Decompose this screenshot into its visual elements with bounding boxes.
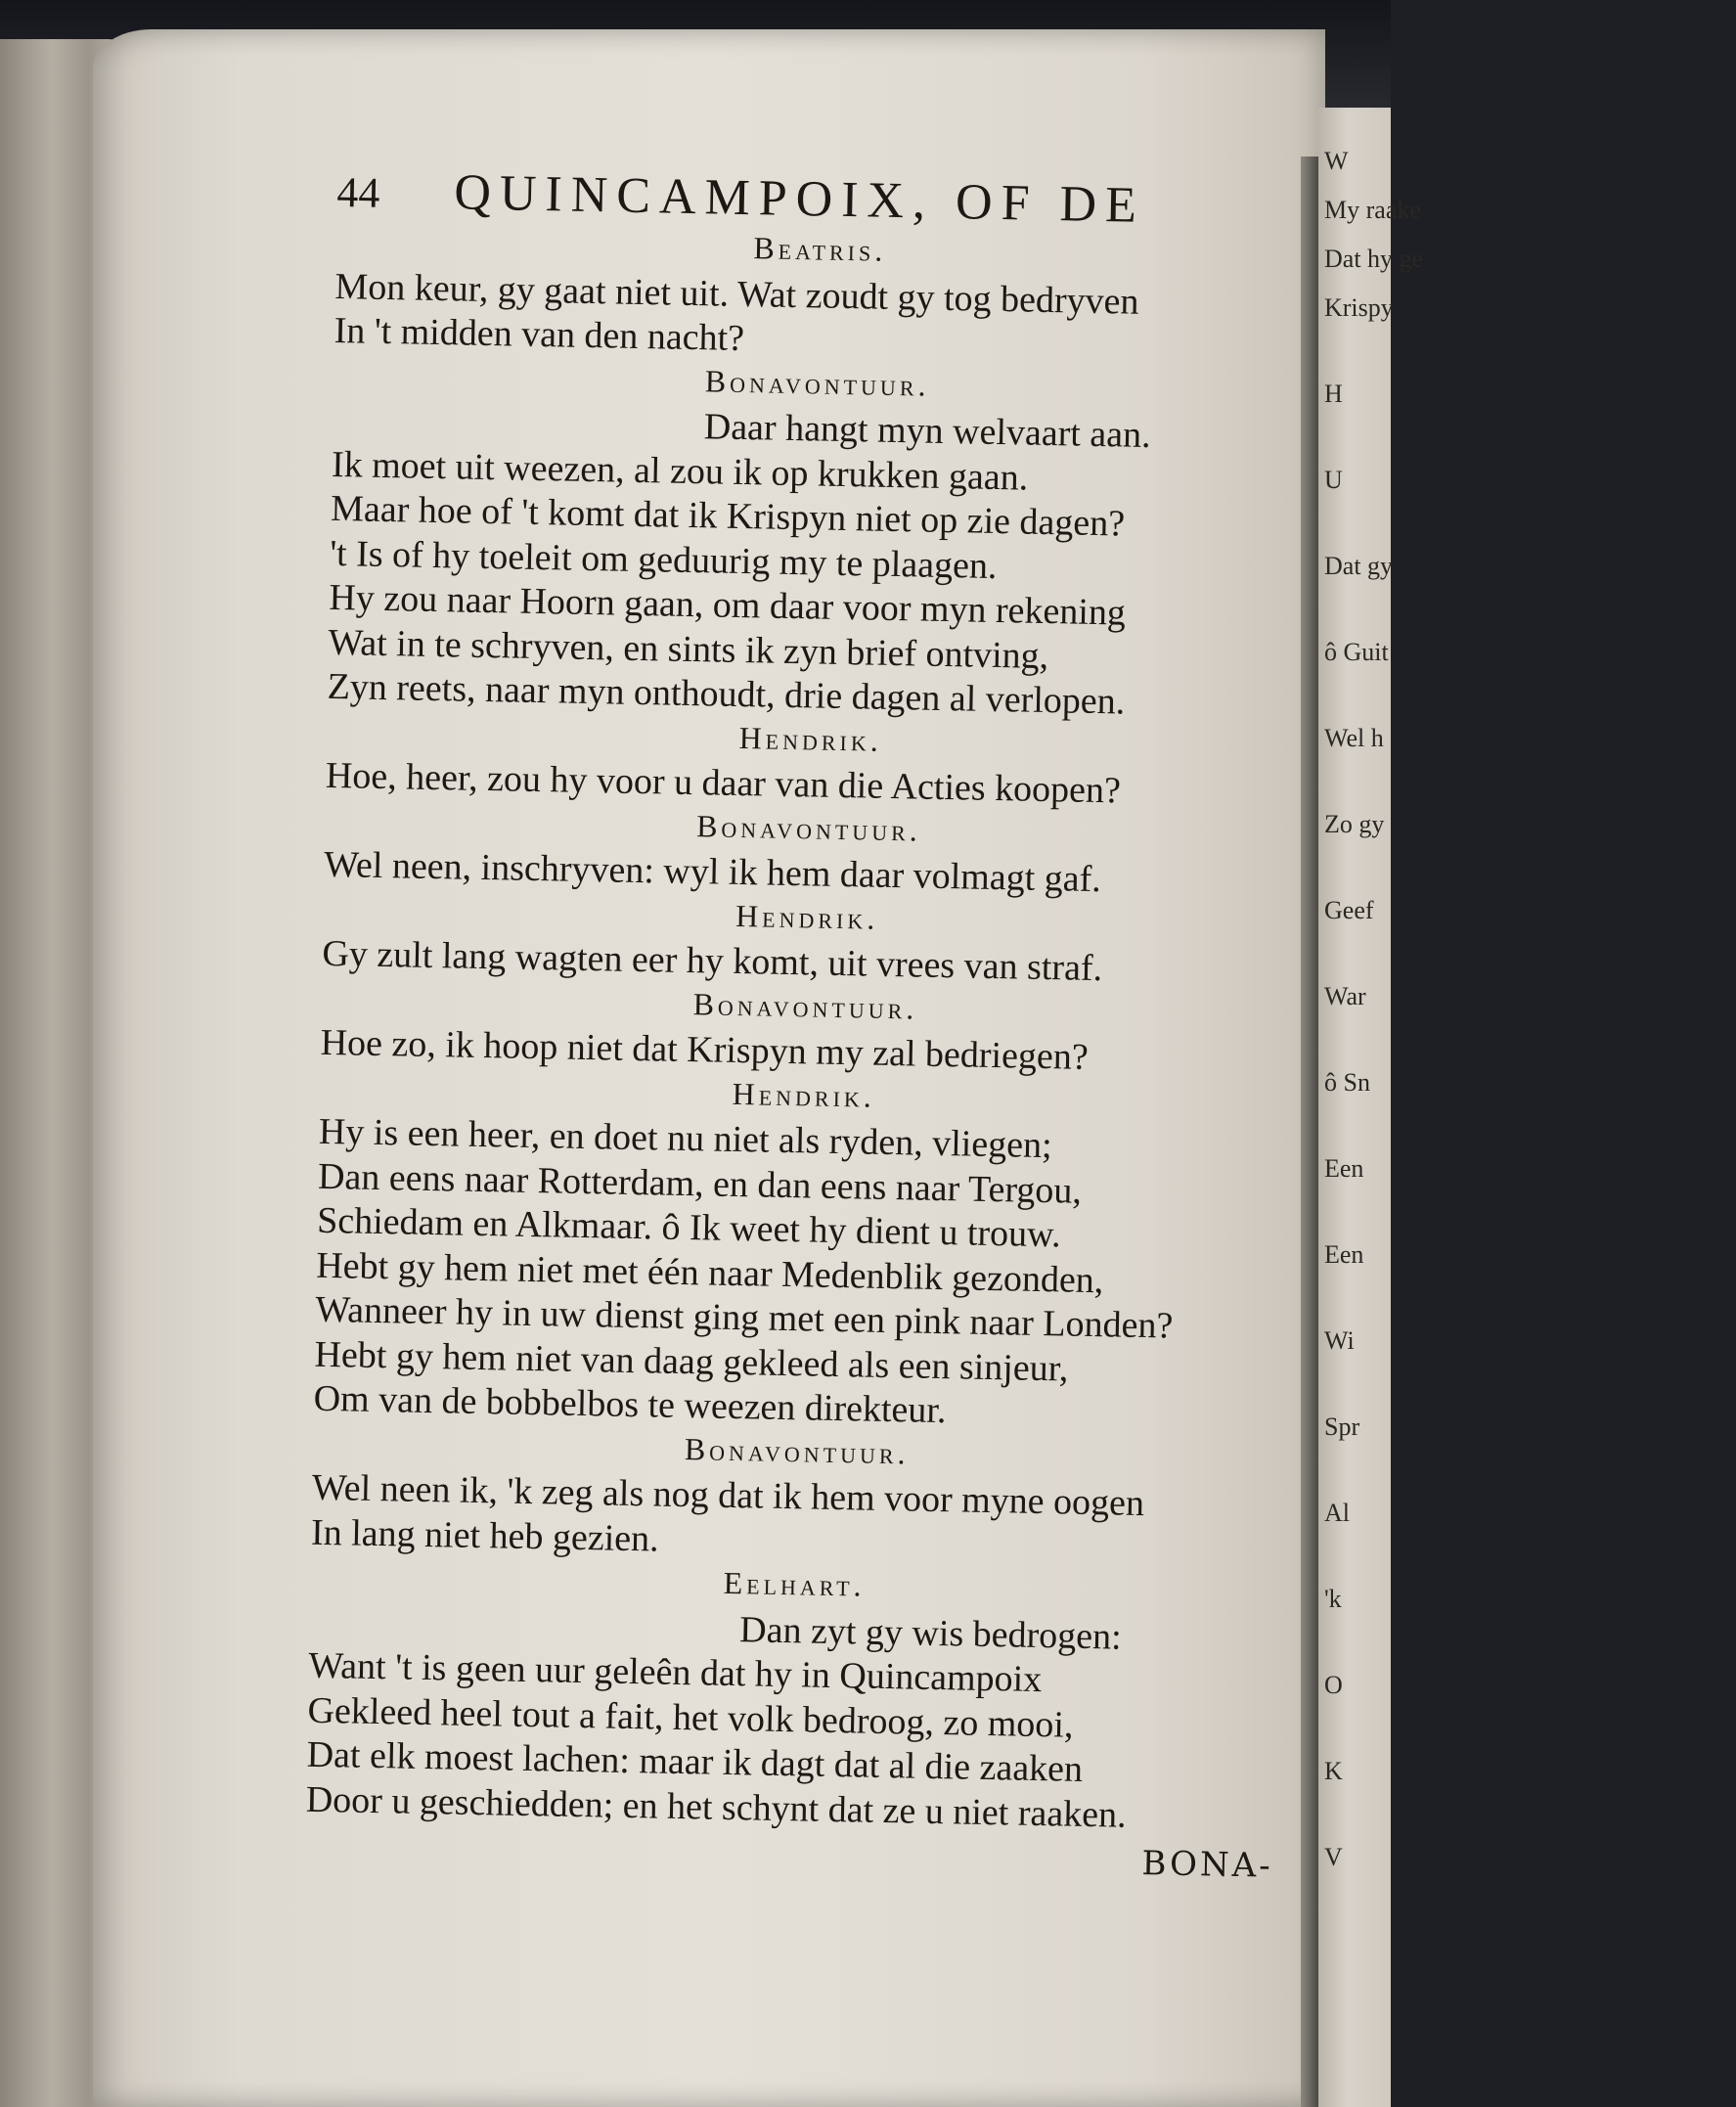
verse-line: Om van de bobbelbos te weezen direkteur. [313, 1377, 947, 1432]
verse-line: 't Is of hy toeleit om geduurig my te plaagen. [329, 532, 998, 587]
verse-line: Hebt gy hem niet van daag gekleed als een sinjeur, [314, 1333, 1069, 1390]
verse-line: Dat elk moest lachen: maar ik dagt dat al die zaaken [306, 1733, 1084, 1790]
page-text-block [302, 161, 1305, 1990]
verse-line: Wanneer hy in uw dienst ging met een pink naar Londen? [315, 1288, 1174, 1347]
facing-page-fragment: Wi [1324, 1326, 1355, 1355]
verse-line: Zyn reets, naar myn onthoudt, drie dagen al verlopen. [327, 665, 1126, 723]
speaker-name: Bonavontuur. [704, 362, 930, 403]
facing-page-fragment: H [1324, 380, 1343, 408]
verse-line: Hoe zo, ik hoop niet dat Krispyn my zal bedriegen? [320, 1021, 1090, 1078]
speaker-name: Hendrik. [738, 719, 883, 758]
speaker-name: Hendrik. [732, 1075, 876, 1114]
facing-page-fragment: Dat gy [1324, 552, 1394, 580]
verse-line: Hy is een heer, en doet nu niet als ryden, vliegen; [318, 1110, 1053, 1167]
facing-page-fragment: War [1324, 982, 1366, 1010]
speaker-name: Bonavontuur. [684, 1430, 910, 1470]
speaker-name: Beatris. [753, 230, 887, 268]
facing-page-fragment: Zo gy [1324, 810, 1385, 838]
verse-line: Daar hangt myn welvaart aan. [703, 406, 1152, 457]
speaker-name: Eelhart. [723, 1564, 867, 1603]
verse-line: Dan eens naar Rotterdam, en dan eens naar Tergou, [317, 1155, 1083, 1212]
facing-page-fragment: 'k [1324, 1585, 1342, 1613]
facing-page [1318, 108, 1424, 2107]
facing-page-fragment: Dat hy ge [1324, 245, 1424, 273]
speaker-name: Bonavontuur. [692, 985, 918, 1026]
verse-line: Mon keur, gy gaat niet uit. Wat zoudt gy tog bedryven [334, 265, 1139, 323]
facing-page-fragment: Een [1324, 1240, 1364, 1269]
verse-line: Want 't is geen uur geleên dat hy in Quincampoix [308, 1644, 1043, 1701]
verse-line: Ik moet uit weezen, al zou ik op krukken gaan. [331, 443, 1029, 499]
speaker-name: Bonavontuur. [695, 807, 922, 848]
verse-line: Gy zult lang wagten eer hy komt, uit vrees van straf. [322, 932, 1103, 990]
facing-page-fragment: V [1324, 1843, 1343, 1871]
catchword: BONA- [1141, 1844, 1274, 1886]
facing-page-fragment: Een [1324, 1154, 1364, 1183]
verse-line: Hoe, heer, zou hy voor u daar van die Acties koopen? [325, 754, 1122, 812]
page-number: 44 [335, 167, 380, 217]
facing-page-fragment: O [1324, 1671, 1343, 1699]
facing-page-fragment: My raake [1324, 196, 1421, 224]
verse-line: Schiedam en Alkmaar. ô Ik weet hy dient u trouw. [316, 1199, 1062, 1256]
facing-page-fragment: Spr [1324, 1412, 1360, 1441]
facing-page-fragment: Geef [1324, 896, 1374, 924]
verse-line: Maar hoe of 't komt dat ik Krispyn niet op zie dagen? [330, 487, 1126, 545]
facing-page-fragment: Wel h [1324, 724, 1384, 752]
verse-line: Hebt gy hem niet met één naar Medenblik gezonden, [315, 1244, 1104, 1301]
facing-page-fragment: ô Guit [1324, 638, 1389, 666]
running-title: QUINCAMPOIX, OF DE [453, 164, 1146, 234]
facing-page-fragment: W [1324, 147, 1349, 175]
verse-line: Wel neen ik, 'k zeg als nog dat ik hem voor myne oogen [311, 1466, 1145, 1525]
facing-page-fragment: K [1324, 1757, 1343, 1785]
verse-line: Gekleed heel tout a fait, het volk bedroog, zo mooi, [307, 1689, 1074, 1746]
facing-page-fragment: U [1324, 466, 1343, 494]
verse-line: Dan zyt gy wis bedrogen: [738, 1608, 1123, 1658]
verse-line: Hy zou naar Hoorn gaan, om daar voor myn rekening [329, 576, 1127, 634]
facing-page-fragment: ô Sn [1324, 1068, 1370, 1097]
verse-line: Wat in te schryven, en sints ik zyn brief ontving, [328, 621, 1049, 677]
facing-page-fragment: Al [1324, 1499, 1350, 1527]
speaker-name: Hendrik. [734, 897, 879, 936]
verse-line: Door u geschiedden; en het schynt dat ze u niet raaken. [305, 1778, 1127, 1836]
facing-page-fragment: Krispy [1324, 293, 1394, 322]
verse-line: Wel neen, inschryven: wyl ik hem daar volmagt gaf. [323, 843, 1102, 901]
verse-line: In 't midden van den nacht? [334, 309, 745, 360]
verse-line: In lang niet heb gezien. [310, 1511, 660, 1560]
